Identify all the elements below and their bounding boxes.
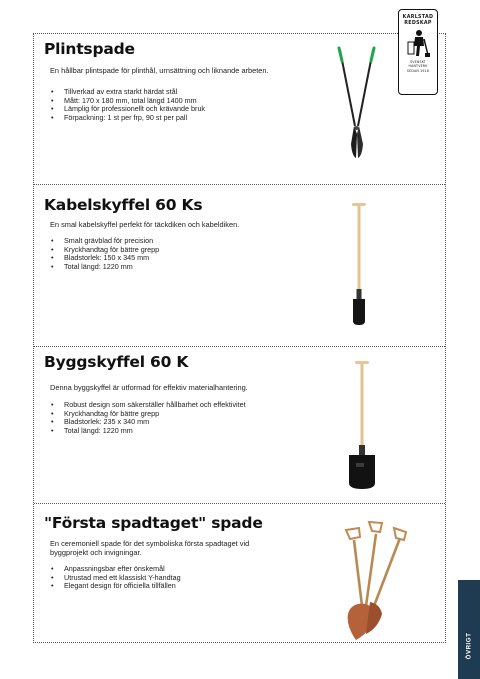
- product-bullets: [50, 88, 205, 122]
- worker-emblem-icon: [405, 28, 431, 58]
- product-description: Denna byggskyffel är utformad för effektiv materialhantering.: [50, 383, 248, 392]
- logo-name-line2: REDSKAP: [404, 20, 432, 26]
- product-title: Plintspade: [44, 40, 135, 58]
- bullet-item: • Elegant design för officiella tillfällen: [50, 582, 181, 591]
- ceremonial-spades-image: [334, 518, 416, 642]
- bullet-item: • Smalt grävblad för precision: [50, 237, 159, 246]
- bullet-item: • Förpackning: 1 st per frp, 90 st per pall: [50, 114, 205, 123]
- bullet-item: • Total längd: 1220 mm: [50, 263, 159, 272]
- logo-tagline-line2: HANTVERK: [408, 64, 428, 69]
- logo-tagline-line1: SVENSKT: [410, 60, 426, 65]
- product-bullets: [50, 237, 159, 271]
- product-title: "Första spadtaget" spade: [44, 514, 263, 532]
- section-tab[interactable]: [458, 580, 480, 679]
- logo-name-line1: KARLSTAD: [402, 15, 434, 20]
- product-bullets: [50, 565, 181, 591]
- post-hole-digger-image: [332, 44, 382, 164]
- product-description: En hållbar plintspade för plinthål, urnsättning och liknande arbeten.: [50, 66, 269, 75]
- company-logo: [398, 9, 438, 95]
- bullet-item: • Bladstorlek: 235 x 340 mm: [50, 418, 246, 427]
- cable-shovel-image: [344, 201, 374, 327]
- product-description: En ceremoniell spade för det symboliska första spadtaget vid byggprojekt och invigningar.: [50, 539, 250, 558]
- product-description: En smal kabelskyffel perfekt för täckdiken och kabeldiken.: [50, 220, 240, 229]
- bullet-item: • Bladstorlek: 150 x 345 mm: [50, 254, 159, 263]
- logo-tagline-line3: SEDAN 1918: [406, 68, 430, 73]
- product-plintspade: [34, 34, 445, 185]
- product-title: Byggskyffel 60 K: [44, 353, 189, 371]
- product-title: Kabelskyffel 60 Ks: [44, 196, 203, 214]
- construction-shovel-image: [342, 359, 382, 495]
- bullet-item: • Lämplig för professionellt och krävande bruk: [50, 105, 205, 114]
- product-kabelskyffel: [34, 185, 445, 347]
- bullet-item: • Anpassningsbar efter önskemål: [50, 565, 181, 574]
- bullet-item: • Kryckhandtag för bättre grepp: [50, 246, 159, 255]
- bullet-item: • Total längd: 1220 mm: [50, 427, 246, 436]
- product-bullets: [50, 401, 246, 435]
- product-forsta-spadtaget: [34, 504, 445, 644]
- bullet-item: • Utrustad med ett klassiskt Y-handtag: [50, 574, 181, 583]
- catalog-frame: [33, 33, 446, 643]
- bullet-item: • Tillverkad av extra starkt härdat stål: [50, 88, 205, 97]
- section-tab-label: ÖVRIGT: [465, 632, 473, 660]
- bullet-item: • Mått: 170 x 180 mm, total längd 1400 mm: [50, 97, 205, 106]
- product-byggskyffel: [34, 347, 445, 504]
- bullet-item: • Robust design som säkerställer hållbarhet och effektivitet: [50, 401, 246, 410]
- bullet-item: • Kryckhandtag för bättre grepp: [50, 410, 246, 419]
